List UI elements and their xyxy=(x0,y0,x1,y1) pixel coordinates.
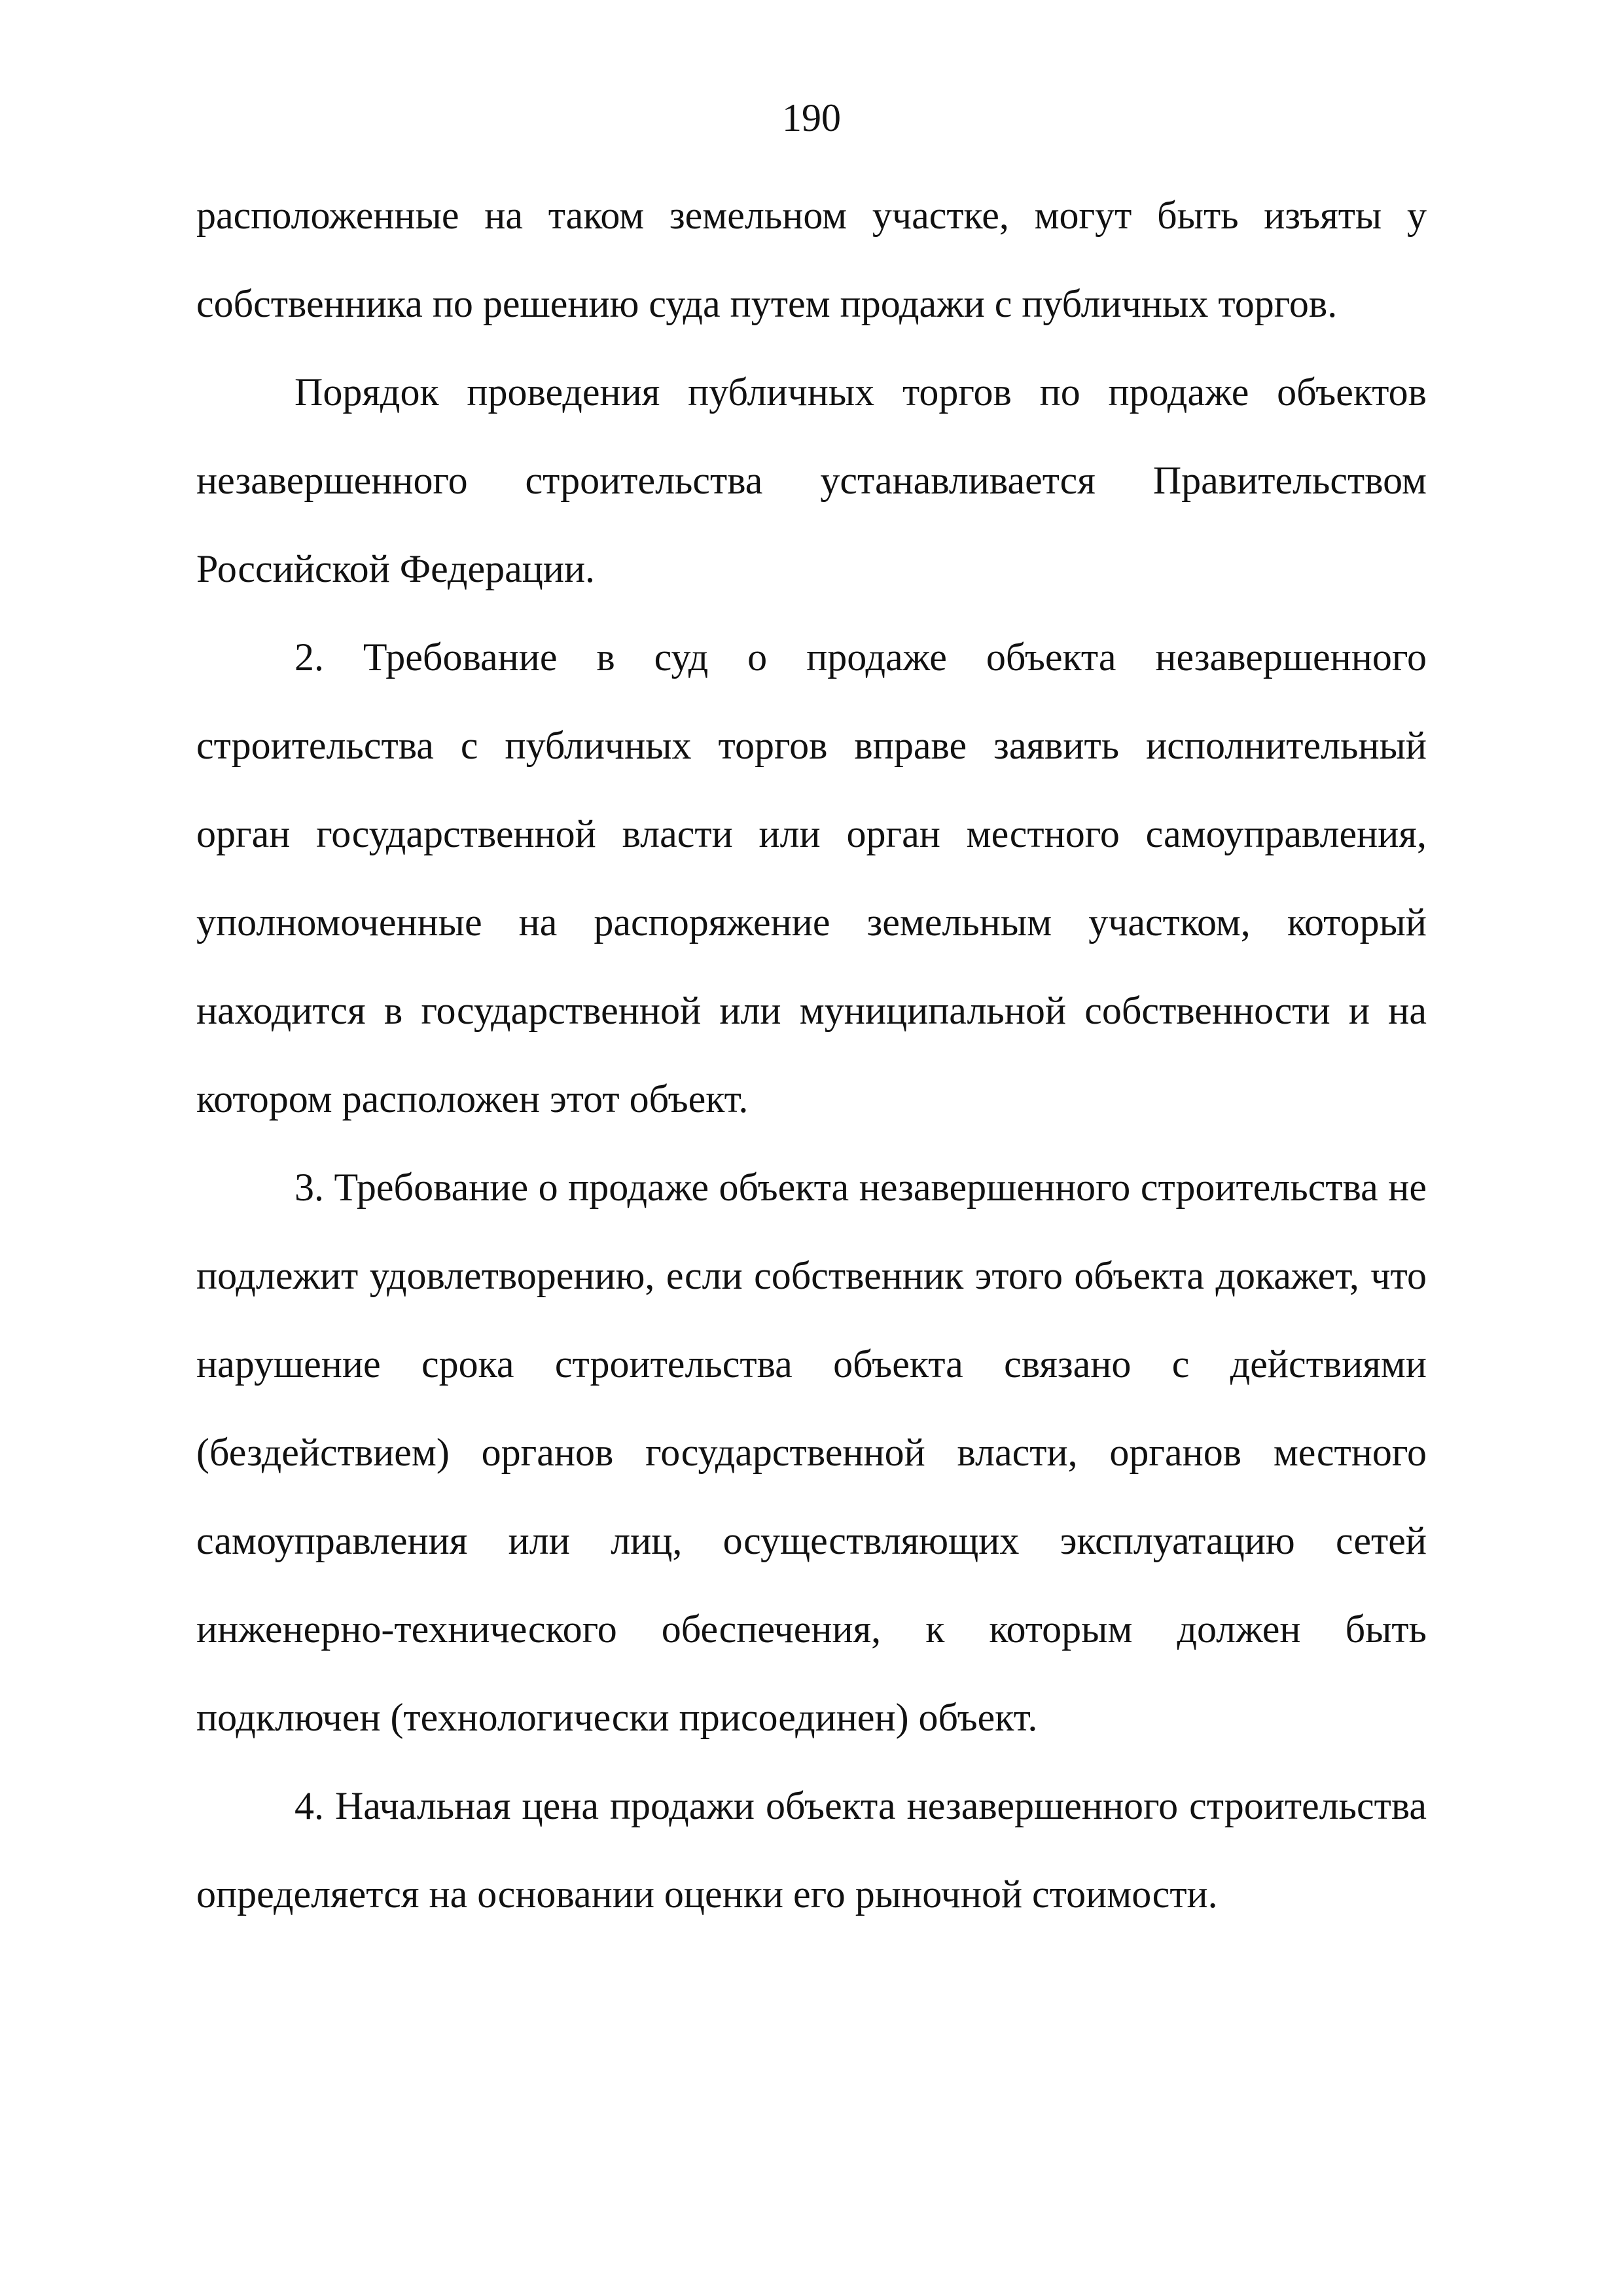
paragraph-item-2: 2. Требование в суд о продаже объекта незавершенного строительства с публичных торгов вправе заявить исполнительный орган государственной власти или орган местного самоуправления, уполномоченные на распоряжение земельным участком, который находится в государственной или муниципальной собственности и на котором расположен этот объект. xyxy=(196,636,1427,1121)
paragraph-procedure: Порядок проведения публичных торгов по продаже объектов незавершенного строительства устанавливается Правительством Российской Федерации. xyxy=(196,370,1427,590)
paragraph-item-3: 3. Требование о продаже объекта незавершенного строительства не подлежит удовлетворению, если собственник этого объекта докажет, что нарушение срока строительства объекта связано с действиями (бездействием) органов государственной власти, органов местного самоуправления или лиц, осуществляющих эксплуатацию сетей инженерно-технического обеспечения, к которым должен быть подключен (технологически присоединен) объект. xyxy=(196,1166,1427,1739)
document-body xyxy=(196,171,1427,1939)
paragraph-continuation: расположенные на таком земельном участке, могут быть изъяты у собственника по решению суда путем продажи с публичных торгов. xyxy=(196,194,1427,325)
page-number: 190 xyxy=(782,96,841,139)
paragraph-item-4: 4. Начальная цена продажи объекта незавершенного строительства определяется на основании оценки его рыночной стоимости. xyxy=(196,1784,1427,1916)
